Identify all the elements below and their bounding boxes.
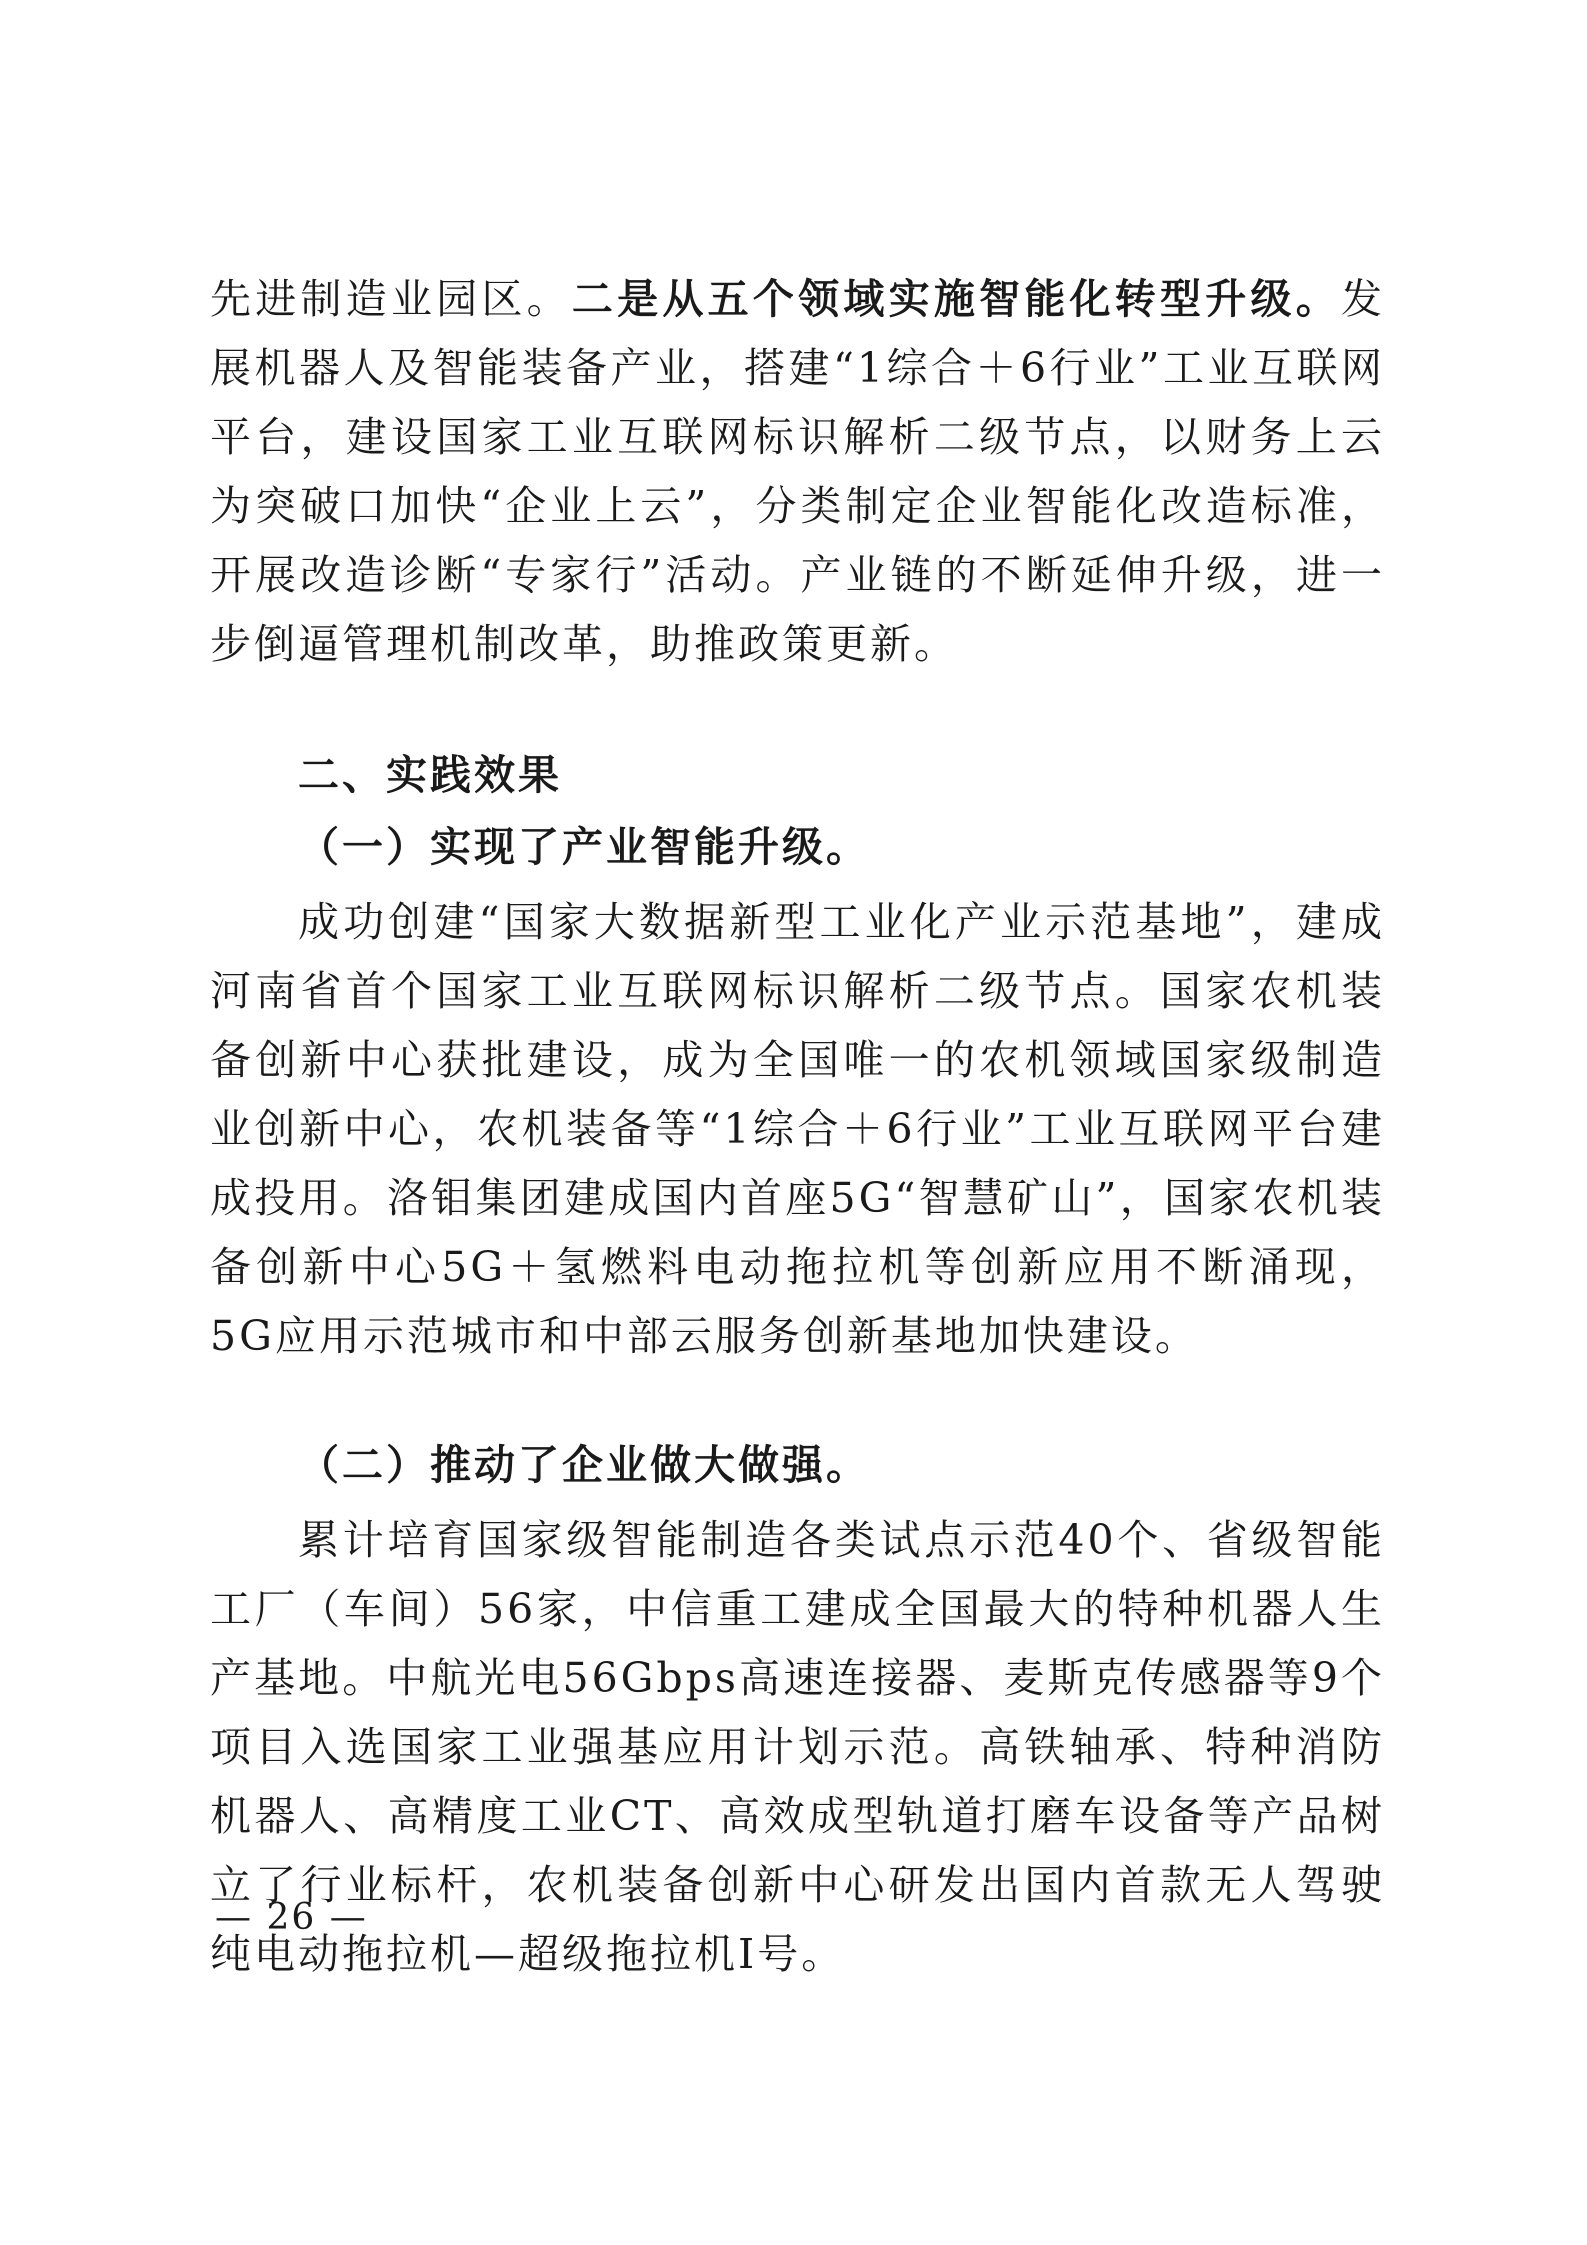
page-number: — 26 — [215, 1897, 368, 1938]
subsection-paragraph-2 [210, 1506, 1385, 1989]
paragraph-rest: 发展机器人及智能装备产业，搭建“1综合＋6行业”工业互联网平台，建设国家工业互联网标识解析二级节点，以财务上云为突破口加快“企业上云”，分类制定企业智能化改造标准，开展改造诊断“专家行”活动。产业链的不断延伸升级，进一步倒逼管理机制改革，助推政策更新。 [210, 275, 1386, 668]
subsection-heading-1 [210, 813, 1385, 882]
section-heading-text: 二、实践效果 [298, 751, 562, 799]
subsection-paragraph-text: 累计培育国家级智能制造各类试点示范40个、省级智能工厂（车间）56家，中信重工建成全国最大的特种机器人生产基地。中航光电56Gbps高速连接器、麦斯克传感器等9个项目入选国家工业强基应用计划示范。高铁轴承、特种消防机器人、高精度工业CT、高效成型轨道打磨车设备等产品树立了行业标杆，农机装备创新中心研发出国内首款无人驾驶纯电动拖拉机—超级拖拉机Ⅰ号。 [210, 1516, 1385, 1978]
subsection-heading-text: （一）实现了产业智能升级。 [298, 823, 870, 871]
continued-paragraph [210, 265, 1385, 679]
subsection-heading-text: （二）推动了企业做大做强。 [298, 1441, 870, 1489]
subsection-paragraph-1 [210, 888, 1385, 1371]
subsection-paragraph-text: 成功创建“国家大数据新型工业化产业示范基地”，建成河南省首个国家工业互联网标识解析二级节点。国家农机装备创新中心获批建设，成为全国唯一的农机领域国家级制造业创新中心，农机装备等“1综合＋6行业”工业互联网平台建成投用。洛钼集团建成国内首座5G“智慧矿山”，国家农机装备创新中心5G＋氢燃料电动拖拉机等创新应用不断涌现，5G应用示范城市和中部云服务创新基地加快建设。 [210, 898, 1385, 1360]
bold-key-sentence: 二是从五个领域实施智能化转型升级。 [571, 275, 1342, 323]
paragraph-lead: 先进制造业园区。 [210, 275, 572, 323]
subsection-heading-2 [210, 1431, 1385, 1500]
section-heading [210, 741, 1385, 810]
